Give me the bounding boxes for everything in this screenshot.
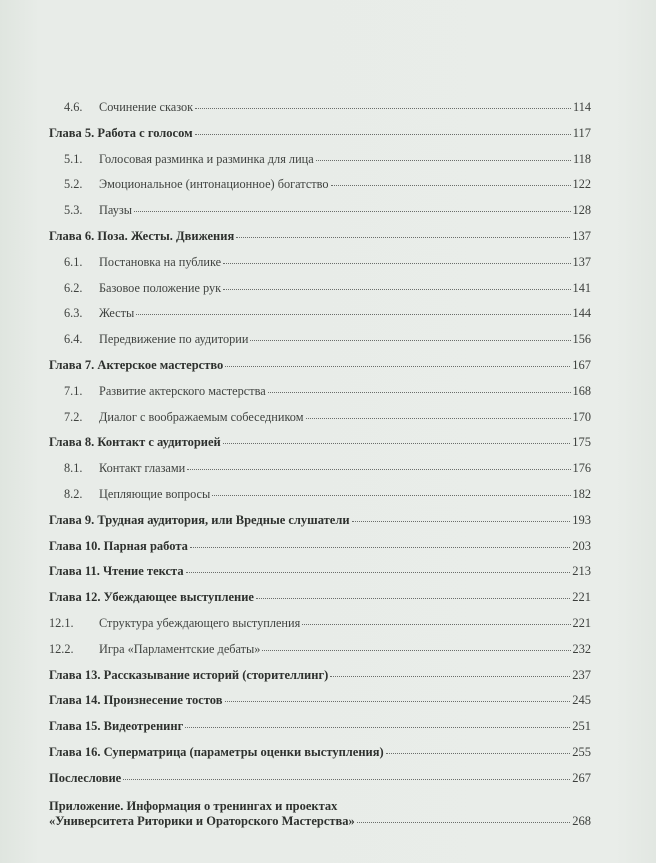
page-number: 203 xyxy=(572,538,591,553)
entry-title: Глава 9. Трудная аудитория, или Вредные слушатели xyxy=(49,512,350,527)
page-number: 170 xyxy=(572,409,591,424)
page-number: 175 xyxy=(572,435,591,450)
entry-title: Паузы xyxy=(99,203,132,218)
dot-leader xyxy=(330,676,570,677)
entry-title: Цепляющие вопросы xyxy=(99,487,211,501)
dot-leader xyxy=(386,753,571,754)
section-number: 7.2. xyxy=(64,409,83,424)
entry-title: Глава 16. Суперматрица (параметры оценки выступления) xyxy=(49,745,384,759)
toc-entry-section xyxy=(49,100,591,114)
toc-entry-section xyxy=(49,616,591,630)
page-number: 141 xyxy=(572,280,591,295)
page-number: 137 xyxy=(572,254,591,269)
section-number: 6.2. xyxy=(64,280,83,295)
toc-entry-chapter xyxy=(49,719,591,733)
page-number: 221 xyxy=(572,590,591,605)
toc-entry-section xyxy=(49,332,591,346)
entry-title: Постановка на публике xyxy=(99,254,222,269)
toc-entry-section xyxy=(49,487,591,501)
toc-entry-chapter xyxy=(49,668,591,682)
dot-leader xyxy=(134,211,571,212)
page-number: 137 xyxy=(572,229,591,243)
page-number: 237 xyxy=(572,667,591,682)
page-number: 267 xyxy=(572,770,591,785)
dot-leader xyxy=(187,469,570,470)
page-number: 176 xyxy=(572,461,591,476)
page-number: 156 xyxy=(572,332,591,347)
section-number: 7.1. xyxy=(64,383,83,398)
dot-leader xyxy=(302,624,570,625)
page-number: 232 xyxy=(572,641,591,656)
entry-title: Передвижение по аудитории xyxy=(99,332,249,347)
page-number: 118 xyxy=(573,151,591,166)
toc-entry-chapter xyxy=(49,229,591,243)
toc-entry-section xyxy=(49,642,591,656)
entry-title: Глава 6. Поза. Жесты. Движения xyxy=(49,229,235,243)
dot-leader xyxy=(352,521,571,522)
entry-title: Жесты xyxy=(99,306,135,321)
page-number: 213 xyxy=(572,564,591,579)
toc-entry-section xyxy=(49,384,591,398)
toc-entry-section xyxy=(49,255,591,269)
page-number: 251 xyxy=(572,719,591,734)
toc-entry-chapter xyxy=(49,693,591,707)
toc-entry-chapter xyxy=(49,126,591,140)
toc-entry-section xyxy=(49,177,591,191)
toc-entry-appendix xyxy=(49,799,591,829)
section-number: 5.2. xyxy=(64,177,83,192)
toc-entry-chapter xyxy=(49,539,591,553)
entry-title: Сочинение сказок xyxy=(99,100,194,114)
dot-leader xyxy=(136,314,570,315)
section-number: 5.3. xyxy=(64,203,83,218)
toc-entry-section xyxy=(49,281,591,295)
entry-title: Структура убеждающего выступления xyxy=(99,616,301,630)
entry-title: Глава 14. Произнесение тостов xyxy=(49,693,223,708)
toc-entry-section xyxy=(49,306,591,320)
toc-entry-chapter xyxy=(49,435,591,449)
dot-leader xyxy=(316,160,571,161)
page-number: 117 xyxy=(572,125,591,140)
entry-title: Контакт глазами xyxy=(99,461,186,476)
section-number: 12.2. xyxy=(49,641,74,656)
dot-leader xyxy=(225,366,570,367)
entry-title: Диалог с воображаемым собеседником xyxy=(99,409,304,424)
page-number: 182 xyxy=(572,487,591,501)
entry-title: Глава 10. Парная работа xyxy=(49,538,188,553)
dot-leader xyxy=(357,822,570,823)
dot-leader xyxy=(256,598,570,599)
page-number: 167 xyxy=(572,358,591,372)
entry-title: Базовое положение рук xyxy=(99,280,222,295)
section-number: 8.2. xyxy=(64,487,83,501)
dot-leader xyxy=(262,650,570,651)
dot-leader xyxy=(195,134,571,135)
page-number: 122 xyxy=(572,177,591,192)
dot-leader xyxy=(331,185,571,186)
page-number: 221 xyxy=(572,616,591,630)
dot-leader xyxy=(225,701,571,702)
entry-title: Глава 15. Видеотренинг xyxy=(49,719,184,734)
dot-leader xyxy=(186,572,571,573)
dot-leader xyxy=(268,392,571,393)
toc-entry-chapter xyxy=(49,745,591,759)
toc-entry-section xyxy=(49,203,591,217)
entry-title: Развитие актерского мастерства xyxy=(99,383,266,398)
toc-entry-chapter xyxy=(49,358,591,372)
dot-leader xyxy=(195,108,571,109)
dot-leader xyxy=(223,443,571,444)
entry-title: Послесловие xyxy=(49,770,122,785)
entry-title: Глава 11. Чтение текста xyxy=(49,564,184,579)
section-number: 5.1. xyxy=(64,151,83,166)
appendix-title-line-2-row xyxy=(49,814,591,829)
dot-leader xyxy=(190,547,570,548)
entry-title: Голосовая разминка и разминка для лица xyxy=(99,151,314,166)
toc-entry-section xyxy=(49,410,591,424)
dot-leader xyxy=(236,237,570,238)
appendix-title-line-1: Приложение. Информация о тренингах и проектах xyxy=(49,798,338,813)
entry-title: Глава 5. Работа с голосом xyxy=(49,125,193,140)
section-number: 6.3. xyxy=(64,306,83,321)
section-number: 12.1. xyxy=(49,616,74,630)
entry-title: Глава 8. Контакт с аудиторией xyxy=(49,435,221,450)
page-number: 193 xyxy=(572,512,591,527)
page-number: 144 xyxy=(572,306,591,321)
section-number: 6.4. xyxy=(64,332,83,347)
toc-entry-section xyxy=(49,152,591,166)
entry-title: Игра «Парламентские дебаты» xyxy=(99,641,261,656)
entry-title: Глава 12. Убеждающее выступление xyxy=(49,590,254,605)
section-number: 8.1. xyxy=(64,461,83,476)
section-number: 6.1. xyxy=(64,254,83,269)
page-number: 255 xyxy=(572,745,591,759)
entry-title: Глава 13. Рассказывание историй (сторителлинг) xyxy=(49,667,329,682)
toc-entry-section xyxy=(49,461,591,475)
dot-leader xyxy=(223,289,570,290)
page-number: 168 xyxy=(572,383,591,398)
toc-entry-chapter xyxy=(49,513,591,527)
section-number: 4.6. xyxy=(64,100,83,114)
dot-leader xyxy=(223,263,570,264)
dot-leader xyxy=(212,495,570,496)
dot-leader xyxy=(250,340,570,341)
dot-leader xyxy=(185,727,570,728)
entry-title: Эмоциональное (интонационное) богатство xyxy=(99,177,329,192)
appendix-title-line-2: «Университета Риторики и Ораторского Мастерства» xyxy=(49,813,355,828)
page-number: 245 xyxy=(572,693,591,708)
dot-leader xyxy=(123,779,570,780)
page-number: 128 xyxy=(572,203,591,218)
toc-entry-chapter xyxy=(49,590,591,604)
page-number: 114 xyxy=(573,100,591,114)
appendix-page-number: 268 xyxy=(572,813,591,828)
entry-title: Глава 7. Актерское мастерство xyxy=(49,358,224,372)
dot-leader xyxy=(306,418,571,419)
toc-entry-chapter xyxy=(49,564,591,578)
toc-entry-chapter xyxy=(49,771,591,785)
